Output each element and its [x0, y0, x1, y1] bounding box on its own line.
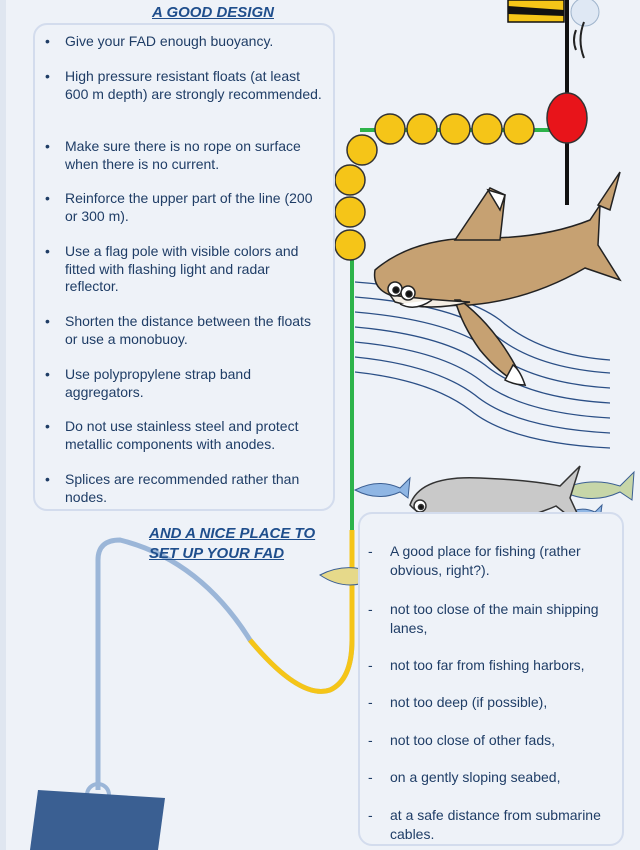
- design-item: • Splices are recommended rather than nodes.: [65, 471, 323, 506]
- place-item: - A good place for fishing (rather obvious, right?).: [390, 542, 622, 580]
- place-item: - not too close of other fads,: [390, 731, 622, 750]
- design-item: • Do not use stainless steel and protect metallic components with anodes.: [65, 418, 323, 453]
- current-lines: [355, 282, 610, 448]
- float: [504, 114, 534, 144]
- design-heading: A GOOD DESIGN: [152, 4, 274, 21]
- design-item: • Make sure there is no rope on surface when there is no current.: [65, 138, 323, 173]
- radar-reflector: [571, 0, 599, 26]
- design-item: • Use polypropylene strap band aggregators.: [65, 366, 323, 401]
- shark: [375, 172, 620, 385]
- buoy: [547, 93, 587, 143]
- place-heading-line1: AND A NICE PLACE TO: [149, 525, 316, 542]
- float: [347, 135, 377, 165]
- design-panel: [33, 23, 335, 511]
- float: [335, 230, 365, 260]
- place-item: - not too far from fishing harbors,: [390, 656, 622, 675]
- design-item: • Shorten the distance between the floats or use a monobuoy.: [65, 313, 323, 348]
- anchor-block: [30, 790, 165, 850]
- place-heading-line2: SET UP YOUR FAD: [149, 545, 285, 562]
- design-item: • High pressure resistant floats (at least 600 m depth) are strongly recommended.: [65, 68, 323, 103]
- place-item: - on a gently sloping seabed,: [390, 768, 622, 787]
- float: [472, 114, 502, 144]
- place-item: - not too deep (if possible),: [390, 693, 622, 712]
- float: [335, 197, 365, 227]
- float: [407, 114, 437, 144]
- design-item: • Give your FAD enough buoyancy.: [65, 33, 323, 51]
- rope-lower-blue: [98, 530, 352, 790]
- place-panel: [358, 512, 624, 846]
- float: [335, 165, 365, 195]
- float: [375, 114, 405, 144]
- design-item: • Use a flag pole with visible colors and fitted with flashing light and radar reflector.: [65, 243, 323, 296]
- place-item: - not too close of the main shipping lanes,: [390, 600, 622, 638]
- float: [440, 114, 470, 144]
- place-item: - at a safe distance from submarine cables.: [390, 806, 622, 844]
- signal-waves: [574, 22, 584, 58]
- design-item: • Reinforce the upper part of the line (200 or 300 m).: [65, 190, 323, 225]
